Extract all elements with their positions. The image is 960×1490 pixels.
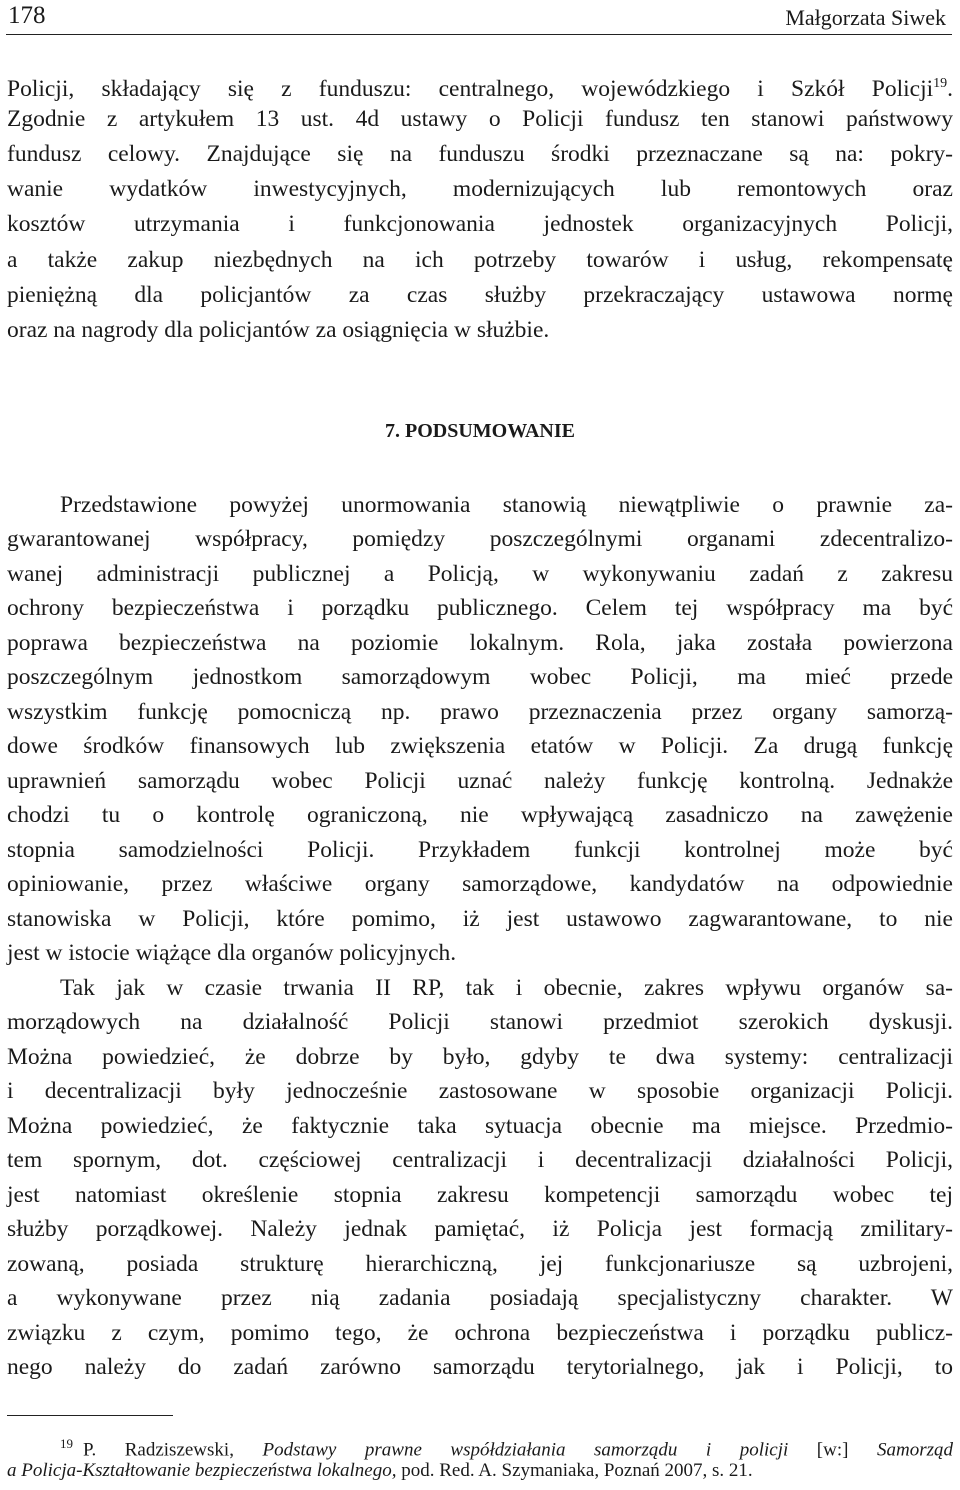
footnote-title: Podstawy prawne współdziałania samorządu i policji	[262, 1439, 789, 1461]
text-line: służby porządkowej. Należy jednak pamiętać, iż Policja jest formacją zmilitary-	[7, 1216, 953, 1242]
text-line: a także zakup niezbędnych na ich potrzeby towarów i usług, rekompensatę	[7, 247, 953, 273]
footnote-number: 19	[60, 1436, 73, 1451]
text-line: zowaną, posiada strukturę hierarchiczną, jej funkcjonariusze są uzbrojeni,	[7, 1251, 953, 1277]
footnote-divider	[7, 1415, 173, 1416]
footnote-book-title: a Policja-Kształtowanie bezpieczeństwa lokalnego,	[7, 1460, 397, 1481]
text-line: uprawnień samorządu wobec Policji uznać należy funkcję kontrolną. Jednakże	[7, 768, 953, 794]
text-line: opiniowanie, przez właściwe organy samorządowe, kandydatów na odpowiednie	[7, 871, 953, 897]
text-line: kosztów utrzymania i funkcjonowania jednostek organizacyjnych Policji,	[7, 211, 953, 237]
text-line: związku z czym, pomimo tego, że ochrona bezpieczeństwa i porządku publicz-	[7, 1320, 953, 1346]
text-line: Policji, składający się z funduszu: centralnego, wojewódzkiego i Szkół Policji$^{19}$.	[7, 75, 953, 102]
footnote-line: a Policja-Kształtowanie bezpieczeństwa lokalnego, pod. Red. A. Szymaniaka, Poznań 2007, s. 21.	[7, 1460, 753, 1481]
page-number: 178	[8, 2, 46, 29]
text-line: Tak jak w czasie trwania II RP, tak i obecnie, zakres wpływu organów sa-	[60, 975, 953, 1001]
text-line: wanej administracji publicznej a Policją, w wykonywaniu zadań z zakresu	[7, 561, 953, 587]
text-line: stopnia samodzielności Policji. Przykładem funkcji kontrolnej może być	[7, 837, 953, 863]
text-line: wszystkim funkcję pomocniczą np. prawo przeznaczenia przez organy samorzą-	[7, 699, 953, 725]
text-line: jest w istocie wiążące dla organów policyjnych.	[7, 940, 457, 966]
text-line: tem spornym, dot. częściowej centralizacji i decentralizacji działalności Policji,	[7, 1147, 953, 1173]
text-line: chodzi tu o kontrolę ograniczoną, nie wpływającą zasadniczo na zawężenie	[7, 802, 953, 828]
text-line: Przedstawione powyżej unormowania stanowią niewątpliwie o prawnie za-	[60, 492, 953, 518]
text-line: pieniężną dla policjantów za czas służby przekraczający ustawowa normę	[7, 282, 953, 308]
text-line: Można powiedzieć, że faktycznie taka sytuacja obecnie ma miejsce. Przedmio-	[7, 1113, 953, 1139]
footnote-reference: 19	[933, 76, 948, 91]
text-line: dowe środków finansowych lub zwiększenia etatów w Policji. Za drugą funkcję	[7, 733, 953, 759]
text-line: poszczególnym jednostkom samorządowym wobec Policji, ma mieć przede	[7, 664, 953, 690]
text-line: gwarantowanej współpracy, pomiędzy poszczególnymi organami zdecentralizo-	[7, 526, 953, 552]
text-line: stanowiska w Policji, które pomimo, iż jest ustawowo zagwarantowane, to nie	[7, 906, 953, 932]
text-line: morządowych na działalność Policji stanowi przedmiot szerokich dyskusji.	[7, 1009, 953, 1035]
text-line: jest natomiast określenie stopnia zakresu kompetencji samorządu wobec tej	[7, 1182, 953, 1208]
text-line: Można powiedzieć, że dobrze by było, gdyby te dwa systemy: centralizacji	[7, 1044, 953, 1070]
footnote-line: $^{19}$ P. Radziszewski, Podstawy prawne współdziałania samorządu i policji [w:] Samorząd	[60, 1436, 953, 1461]
running-head-author: Małgorzata Siwek	[785, 5, 946, 30]
section-heading: 7. PODSUMOWANIE	[384, 420, 575, 442]
text-line: i decentralizacji były jednocześnie zastosowane w sposobie organizacji Policji.	[7, 1078, 953, 1104]
page-header	[6, 0, 952, 35]
text-line: poprawa bezpieczeństwa na poziomie lokalnym. Rola, jaka została powierzona	[7, 630, 953, 656]
text-line: nego należy do zadań zarówno samorządu terytorialnego, jak i Policji, to	[7, 1354, 953, 1380]
text-line: ochrony bezpieczeństwa i porządku publicznego. Celem tej współpracy ma być	[7, 595, 953, 621]
text-line: fundusz celowy. Znajdujące się na funduszu środki przeznaczane są na: pokry-	[7, 141, 953, 167]
text-line: oraz na nagrody dla policjantów za osiągnięcia w służbie.	[7, 317, 550, 343]
text-line: wanie wydatków inwestycyjnych, modernizujących lub remontowych oraz	[7, 176, 953, 202]
text-line: a wykonywane przez nią zadania posiadają specjalistyczny charakter. W	[7, 1285, 953, 1311]
text-line: Zgodnie z artykułem 13 ust. 4d ustawy o Policji fundusz ten stanowi państwowy	[7, 106, 953, 132]
